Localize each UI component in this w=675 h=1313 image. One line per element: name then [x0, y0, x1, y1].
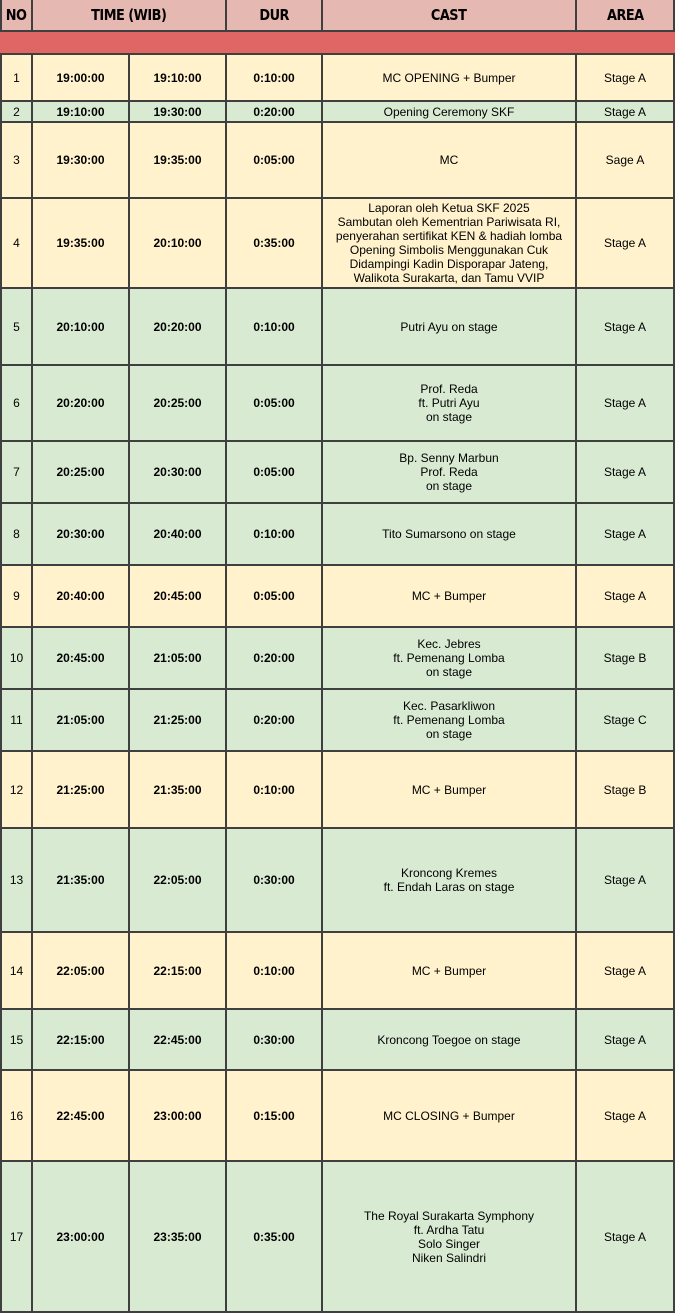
- table-row: [0, 199, 675, 289]
- cast-cell: Kec. Jebres ft. Pemenang Lomba on stage: [323, 628, 577, 690]
- duration: 0:20:00: [227, 690, 323, 752]
- header-dur: DUR: [227, 0, 323, 32]
- header-cast: CAST: [323, 0, 577, 32]
- end-time: 21:05:00: [130, 628, 227, 690]
- start-time: 21:35:00: [33, 829, 130, 933]
- cast-cell: Putri Ayu on stage: [323, 289, 577, 366]
- end-time: 23:00:00: [130, 1071, 227, 1162]
- table-row: [0, 752, 675, 829]
- area-cell: Stage A: [577, 55, 675, 102]
- area-cell: Stage A: [577, 102, 675, 123]
- header-band: [0, 32, 675, 55]
- cast-cell: MC + Bumper: [323, 933, 577, 1010]
- end-time: 20:20:00: [130, 289, 227, 366]
- cast-cell: MC: [323, 123, 577, 199]
- row-number: 4: [0, 199, 33, 289]
- header-time: TIME (WIB): [33, 0, 227, 32]
- end-time: 23:35:00: [130, 1162, 227, 1313]
- cast-cell: MC CLOSING + Bumper: [323, 1071, 577, 1162]
- duration: 0:05:00: [227, 442, 323, 504]
- row-number: 12: [0, 752, 33, 829]
- table-row: [0, 1071, 675, 1162]
- table-row: [0, 55, 675, 102]
- start-time: 19:00:00: [33, 55, 130, 102]
- start-time: 22:15:00: [33, 1010, 130, 1071]
- area-cell: Stage A: [577, 1010, 675, 1071]
- start-time: 22:45:00: [33, 1071, 130, 1162]
- start-time: 20:10:00: [33, 289, 130, 366]
- end-time: 20:25:00: [130, 366, 227, 442]
- duration: 0:35:00: [227, 1162, 323, 1313]
- end-time: 19:30:00: [130, 102, 227, 123]
- row-number: 3: [0, 123, 33, 199]
- start-time: 21:25:00: [33, 752, 130, 829]
- area-cell: Stage B: [577, 752, 675, 829]
- cast-cell: Opening Ceremony SKF: [323, 102, 577, 123]
- row-number: 6: [0, 366, 33, 442]
- header-area: AREA: [577, 0, 675, 32]
- end-time: 21:35:00: [130, 752, 227, 829]
- cast-cell: Bp. Senny Marbun Prof. Reda on stage: [323, 442, 577, 504]
- end-time: 21:25:00: [130, 690, 227, 752]
- table-row: [0, 829, 675, 933]
- duration: 0:20:00: [227, 102, 323, 123]
- start-time: 19:30:00: [33, 123, 130, 199]
- area-cell: Stage A: [577, 504, 675, 566]
- table-row: [0, 1162, 675, 1313]
- area-cell: Stage A: [577, 289, 675, 366]
- duration: 0:30:00: [227, 829, 323, 933]
- start-time: 19:35:00: [33, 199, 130, 289]
- cast-cell: MC + Bumper: [323, 752, 577, 829]
- header-no: NO: [0, 0, 33, 32]
- table-row: [0, 690, 675, 752]
- end-time: 22:45:00: [130, 1010, 227, 1071]
- cast-cell: The Royal Surakarta Symphony ft. Ardha Tatu Solo Singer Niken Salindri: [323, 1162, 577, 1313]
- header-row: [0, 0, 675, 32]
- area-cell: Stage A: [577, 933, 675, 1010]
- table-row: [0, 933, 675, 1010]
- table-row: [0, 366, 675, 442]
- duration: 0:10:00: [227, 289, 323, 366]
- row-number: 5: [0, 289, 33, 366]
- end-time: 20:45:00: [130, 566, 227, 628]
- start-time: 23:00:00: [33, 1162, 130, 1313]
- start-time: 20:45:00: [33, 628, 130, 690]
- table-row: [0, 442, 675, 504]
- cast-cell: Kroncong Kremes ft. Endah Laras on stage: [323, 829, 577, 933]
- start-time: 22:05:00: [33, 933, 130, 1010]
- start-time: 20:25:00: [33, 442, 130, 504]
- duration: 0:05:00: [227, 566, 323, 628]
- row-number: 10: [0, 628, 33, 690]
- start-time: 20:20:00: [33, 366, 130, 442]
- cast-cell: Kec. Pasarkliwon ft. Pemenang Lomba on stage: [323, 690, 577, 752]
- table-row: [0, 566, 675, 628]
- row-number: 9: [0, 566, 33, 628]
- row-number: 14: [0, 933, 33, 1010]
- duration: 0:05:00: [227, 366, 323, 442]
- area-cell: Stage A: [577, 199, 675, 289]
- area-cell: Stage A: [577, 442, 675, 504]
- duration: 0:10:00: [227, 55, 323, 102]
- area-cell: Stage A: [577, 829, 675, 933]
- row-number: 8: [0, 504, 33, 566]
- cast-cell: Laporan oleh Ketua SKF 2025 Sambutan oleh Kementrian Pariwisata RI, penyerahan sertifikat KEN & hadiah lomba Opening Simbolis Menggunakan Cuk Didampingi Kadin Disporapar Jateng, Walikota Surakarta, dan Tamu VVIP: [323, 199, 577, 289]
- end-time: 20:30:00: [130, 442, 227, 504]
- row-number: 15: [0, 1010, 33, 1071]
- cast-cell: Kroncong Toegoe on stage: [323, 1010, 577, 1071]
- end-time: 22:15:00: [130, 933, 227, 1010]
- end-time: 20:10:00: [130, 199, 227, 289]
- row-number: 7: [0, 442, 33, 504]
- cast-cell: MC OPENING + Bumper: [323, 55, 577, 102]
- end-time: 19:10:00: [130, 55, 227, 102]
- area-cell: Stage A: [577, 366, 675, 442]
- row-number: 11: [0, 690, 33, 752]
- table-row: [0, 628, 675, 690]
- duration: 0:10:00: [227, 933, 323, 1010]
- duration: 0:20:00: [227, 628, 323, 690]
- end-time: 19:35:00: [130, 123, 227, 199]
- table-row: [0, 123, 675, 199]
- start-time: 21:05:00: [33, 690, 130, 752]
- start-time: 20:30:00: [33, 504, 130, 566]
- start-time: 19:10:00: [33, 102, 130, 123]
- cast-cell: Prof. Reda ft. Putri Ayu on stage: [323, 366, 577, 442]
- start-time: 20:40:00: [33, 566, 130, 628]
- duration: 0:05:00: [227, 123, 323, 199]
- area-cell: Stage B: [577, 628, 675, 690]
- table-row: [0, 504, 675, 566]
- row-number: 16: [0, 1071, 33, 1162]
- duration: 0:15:00: [227, 1071, 323, 1162]
- area-cell: Stage A: [577, 1162, 675, 1313]
- row-number: 13: [0, 829, 33, 933]
- area-cell: Stage A: [577, 1071, 675, 1162]
- table-row: [0, 1010, 675, 1071]
- duration: 0:10:00: [227, 504, 323, 566]
- duration: 0:10:00: [227, 752, 323, 829]
- area-cell: Stage A: [577, 566, 675, 628]
- end-time: 20:40:00: [130, 504, 227, 566]
- table-row: [0, 289, 675, 366]
- area-cell: Sage A: [577, 123, 675, 199]
- row-number: 1: [0, 55, 33, 102]
- cast-cell: Tito Sumarsono on stage: [323, 504, 577, 566]
- end-time: 22:05:00: [130, 829, 227, 933]
- table-row: [0, 102, 675, 123]
- row-number: 2: [0, 102, 33, 123]
- duration: 0:30:00: [227, 1010, 323, 1071]
- area-cell: Stage C: [577, 690, 675, 752]
- row-number: 17: [0, 1162, 33, 1313]
- cast-cell: MC + Bumper: [323, 566, 577, 628]
- duration: 0:35:00: [227, 199, 323, 289]
